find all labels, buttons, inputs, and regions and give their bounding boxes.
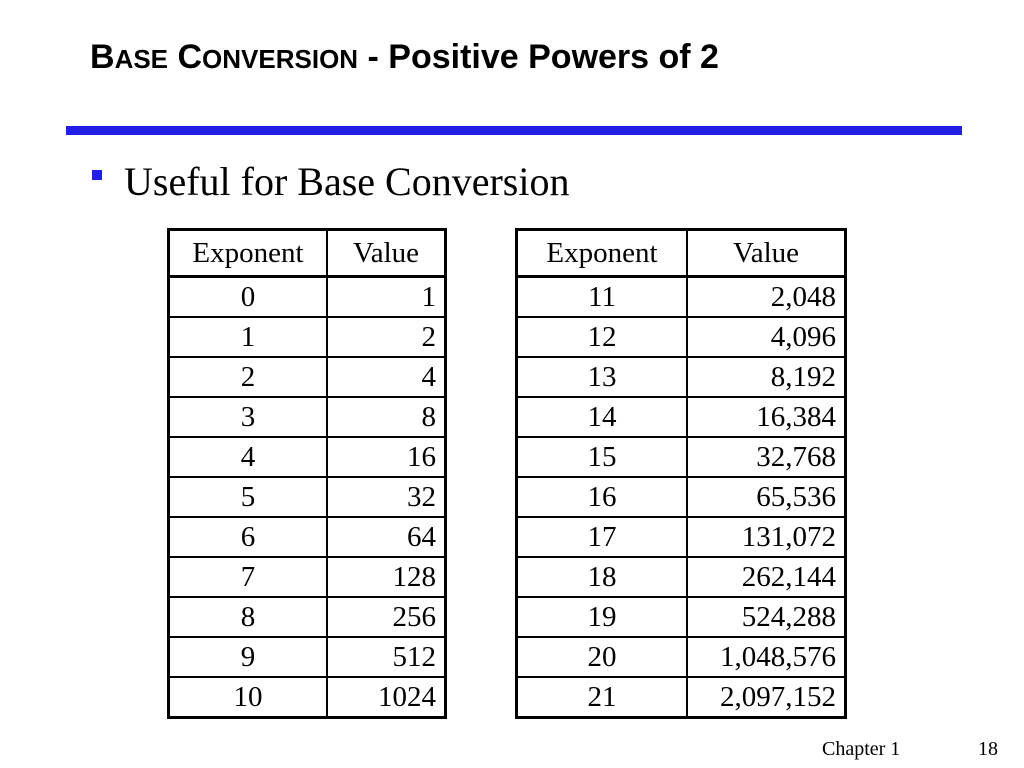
value-cell: 65,536 [687,477,846,517]
exponent-cell: 16 [517,477,688,517]
value-cell: 16 [327,437,446,477]
table-row [169,597,446,637]
table-row [517,557,846,597]
table-row [517,477,846,517]
value-cell: 2,048 [687,277,846,318]
value-cell: 128 [327,557,446,597]
table-row [517,597,846,637]
value-cell: 4,096 [687,317,846,357]
exponent-cell: 18 [517,557,688,597]
value-cell: 32 [327,477,446,517]
exponent-cell: 5 [169,477,328,517]
value-cell: 2,097,152 [687,677,846,718]
table-row [517,317,846,357]
value-cell: 16,384 [687,397,846,437]
exponent-cell: 3 [169,397,328,437]
value-cell: 512 [327,637,446,677]
exponent-cell: 11 [517,277,688,318]
table-row [517,357,846,397]
table-row [169,557,446,597]
table-header-row [517,230,846,277]
title-small-caps-ase: ASE [114,44,169,74]
table-row [169,437,446,477]
exponent-cell: 12 [517,317,688,357]
exponent-cell: 13 [517,357,688,397]
value-cell: 256 [327,597,446,637]
exponent-cell: 7 [169,557,328,597]
bullet-item [92,158,569,205]
table-row [169,397,446,437]
table-row [517,277,846,318]
table-row [169,677,446,718]
column-header-value: Value [327,230,446,277]
value-cell: 1,048,576 [687,637,846,677]
value-cell: 4 [327,357,446,397]
table-row [517,517,846,557]
value-cell: 262,144 [687,557,846,597]
value-cell: 1 [327,277,446,318]
table-row [517,677,846,718]
exponent-cell: 19 [517,597,688,637]
column-header-exponent: Exponent [517,230,688,277]
table-header-row [169,230,446,277]
title-rest: - Positive Powers of 2 [358,38,719,76]
exponent-cell: 8 [169,597,328,637]
exponent-cell: 2 [169,357,328,397]
value-cell: 131,072 [687,517,846,557]
exponent-cell: 1 [169,317,328,357]
table-row [169,517,446,557]
title-initial-b: B [90,38,115,76]
table-row [169,277,446,318]
exponent-cell: 10 [169,677,328,718]
slide-title [90,38,719,77]
value-cell: 1024 [327,677,446,718]
column-header-value: Value [687,230,846,277]
exponent-cell: 17 [517,517,688,557]
exponent-cell: 9 [169,637,328,677]
table-row [517,437,846,477]
powers-table-left [167,228,447,719]
exponent-cell: 14 [517,397,688,437]
title-initial-c: C [177,38,203,76]
table-row [169,317,446,357]
table-row [169,357,446,397]
column-header-exponent: Exponent [169,230,328,277]
value-cell: 64 [327,517,446,557]
table-row [517,637,846,677]
value-cell: 8 [327,397,446,437]
title-underline-rule [66,126,962,135]
exponent-cell: 4 [169,437,328,477]
exponent-cell: 15 [517,437,688,477]
exponent-cell: 6 [169,517,328,557]
value-cell: 524,288 [687,597,846,637]
exponent-cell: 0 [169,277,328,318]
powers-table-right [515,228,847,719]
square-bullet-icon [92,170,102,180]
footer-chapter: Chapter 1 [822,738,901,760]
value-cell: 32,768 [687,437,846,477]
exponent-cell: 20 [517,637,688,677]
table-row [169,477,446,517]
footer-page-number: 18 [978,738,998,760]
table-row [169,637,446,677]
value-cell: 2 [327,317,446,357]
bullet-text: Useful for Base Conversion [124,159,570,204]
exponent-cell: 21 [517,677,688,718]
title-small-caps-onversion: ONVERSION [202,44,359,74]
value-cell: 8,192 [687,357,846,397]
table-row [517,397,846,437]
